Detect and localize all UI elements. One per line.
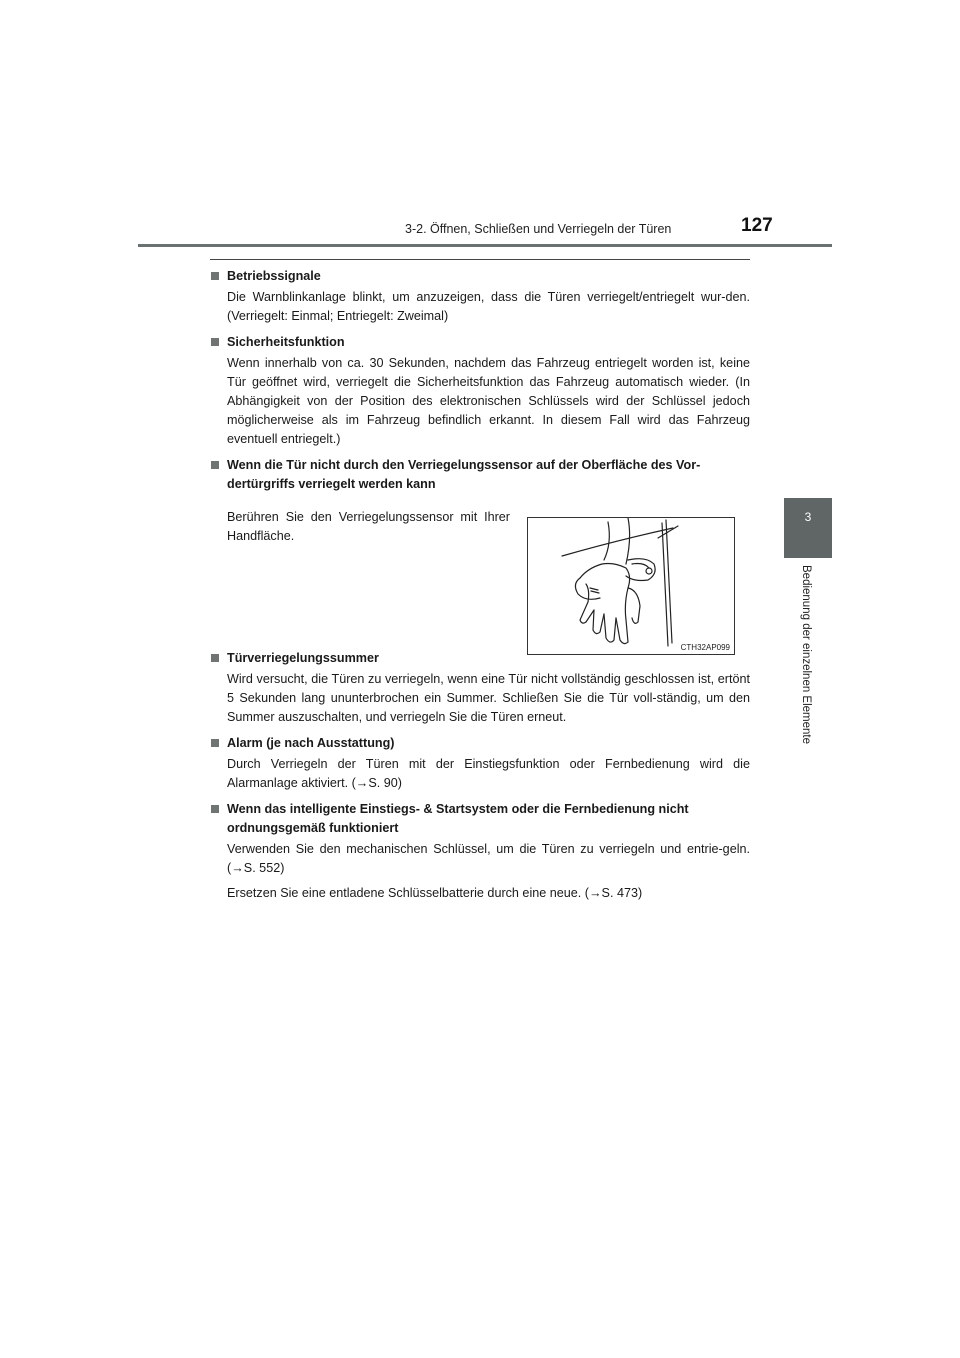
- section-paragraph: Verwenden Sie den mechanischen Schlüssel, um die Türen zu verriegeln und entrie-geln. (→S. 552): [227, 842, 750, 875]
- section-tuerverriegelungssummer: [210, 649, 750, 727]
- section-verriegelungssensor: [210, 456, 750, 652]
- content-top-rule: [210, 259, 750, 260]
- section-fehlfunktion: [210, 800, 750, 903]
- heading-text: Türverriegelungssummer: [227, 651, 379, 665]
- section-paragraph: Die Warnblinkanlage blinkt, um anzuzeigen, dass die Türen verriegelt/entriegelt wur-den. (Verriegelt: Einmal; Entriegelt: Zweimal): [227, 290, 750, 323]
- heading-text: Sicherheitsfunktion: [227, 335, 345, 349]
- bullet-square-icon: [211, 805, 219, 813]
- figure-instruction: Berühren Sie den Verriegelungssensor mit Ihrer Handfläche.: [227, 510, 510, 543]
- heading-text: Alarm (je nach Ausstattung): [227, 736, 395, 750]
- heading-text: Betriebssignale: [227, 269, 321, 283]
- hand-touching-sensor-icon: [528, 518, 734, 654]
- bullet-square-icon: [211, 338, 219, 346]
- section-heading: [210, 267, 750, 286]
- section-paragraph: Wird versucht, die Türen zu verriegeln, wenn eine Tür nicht vollständig geschlossen ist, ertönt 5 Sekunden lang ununterbrochen ein Summer. Schließen Sie die Tür voll-ständig, um den Summer auszuschalten, und verriegeln Sie die Türen erneut.: [227, 672, 750, 724]
- heading-text: Wenn das intelligente Einstiegs- & Startsystem oder die Fernbedienung nicht ordnungsgemäß funktioniert: [227, 802, 689, 835]
- section-heading: [210, 456, 750, 494]
- section-paragraph: Wenn innerhalb von ca. 30 Sekunden, nachdem das Fahrzeug entriegelt worden ist, keine Tür geöffnet wird, verriegelt die Sicherheitsfunktion das Fahrzeug automatisch wieder. (In Abhängigkeit von der Position des elektronischen Schlüssels wird der Schlüssel jedoch möglicherweise als im Fahrzeug befindlich erkannt. In diesem Fall wird das Fahrzeug eventuell entriegelt.): [227, 356, 750, 446]
- figure-caption: CTH32AP099: [680, 643, 730, 652]
- section-heading: [210, 649, 750, 668]
- heading-text: Wenn die Tür nicht durch den Verriegelungssensor auf der Oberfläche des Vor-dertürgriffs verriegelt werden kann: [227, 458, 701, 491]
- section-heading: [210, 800, 750, 838]
- chapter-tab-label: Bedienung der einzelnen Elemente: [800, 565, 812, 745]
- header-title: 3-2. Öffnen, Schließen und Verriegeln der Türen: [405, 222, 672, 236]
- page-content: [210, 267, 750, 910]
- bullet-square-icon: [211, 739, 219, 747]
- section-paragraph: Ersetzen Sie eine entladene Schlüsselbatterie durch eine neue. (→S. 473): [227, 886, 643, 900]
- page-number: 127: [741, 215, 773, 236]
- section-alarm: [210, 734, 750, 793]
- header-rule: [138, 244, 832, 247]
- section-heading: [210, 734, 750, 753]
- bullet-square-icon: [211, 654, 219, 662]
- section-heading: [210, 333, 750, 352]
- section-sicherheitsfunktion: [210, 333, 750, 449]
- chapter-tab-number: 3: [784, 498, 832, 558]
- section-betriebssignale: [210, 267, 750, 326]
- bullet-square-icon: [211, 461, 219, 469]
- door-handle-illustration: [527, 517, 735, 655]
- bullet-square-icon: [211, 272, 219, 280]
- section-paragraph: Durch Verriegeln der Türen mit der Einstiegsfunktion oder Fernbedienung wird die Alarmanlage aktiviert. (→S. 90): [227, 757, 750, 790]
- figure-row: [210, 494, 750, 652]
